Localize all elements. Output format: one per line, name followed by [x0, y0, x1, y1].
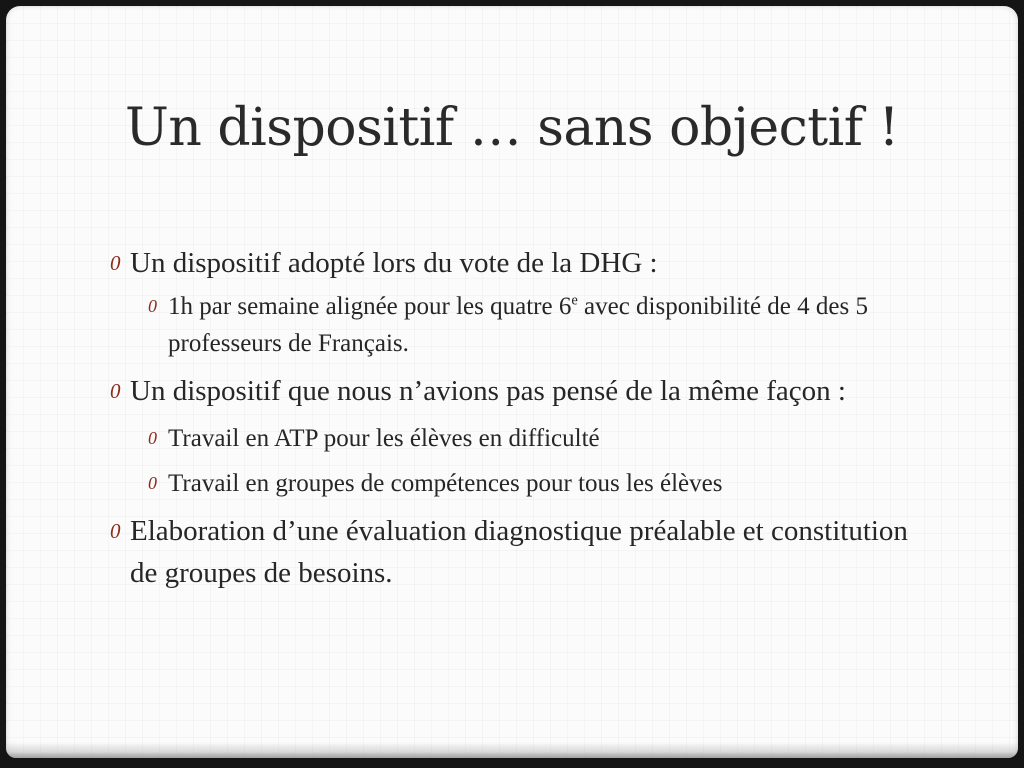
spacer [106, 412, 918, 420]
slide-page [6, 6, 1018, 758]
bullet-item [106, 510, 918, 594]
sub-bullet-item [106, 420, 918, 457]
bullet-marker: 0 [110, 251, 121, 275]
bullet-text: Un dispositif adopté lors du vote de la DHG : [130, 247, 658, 279]
sub-bullet-text-start: 1h par semaine alignée pour les quatre 6 [168, 293, 572, 320]
bullet-text: Elaboration d’une évaluation diagnostique préalable et constitution de groupes de besoins. [130, 515, 908, 589]
sub-bullet-item [106, 288, 918, 362]
spacer [106, 457, 918, 465]
sub-bullet-item [106, 465, 918, 502]
bullet-marker: 0 [148, 473, 157, 493]
spacer [106, 362, 918, 370]
bullet-list [106, 242, 918, 594]
bullet-item [106, 370, 918, 412]
bullet-marker: 0 [148, 428, 157, 448]
bullet-item [106, 242, 918, 284]
spacer [106, 502, 918, 510]
bullet-marker: 0 [110, 519, 121, 543]
bullet-marker: 0 [110, 379, 121, 403]
sub-bullet-text [168, 293, 868, 357]
superscript: e [571, 292, 578, 309]
sub-bullet-text-end: avec disponibilité de 4 des 5 professeurs de Français. [168, 293, 868, 357]
bullet-marker: 0 [148, 296, 157, 316]
bullet-text: Un dispositif que nous n’avions pas pensé de la même façon : [130, 375, 846, 407]
sub-bullet-text: Travail en ATP pour les élèves en difficulté [168, 425, 600, 452]
page-bottom-edge [6, 742, 1018, 758]
slide-title: Un dispositif … sans objectif ! [125, 98, 899, 158]
sub-bullet-text: Travail en groupes de compétences pour tous les élèves [168, 470, 723, 497]
